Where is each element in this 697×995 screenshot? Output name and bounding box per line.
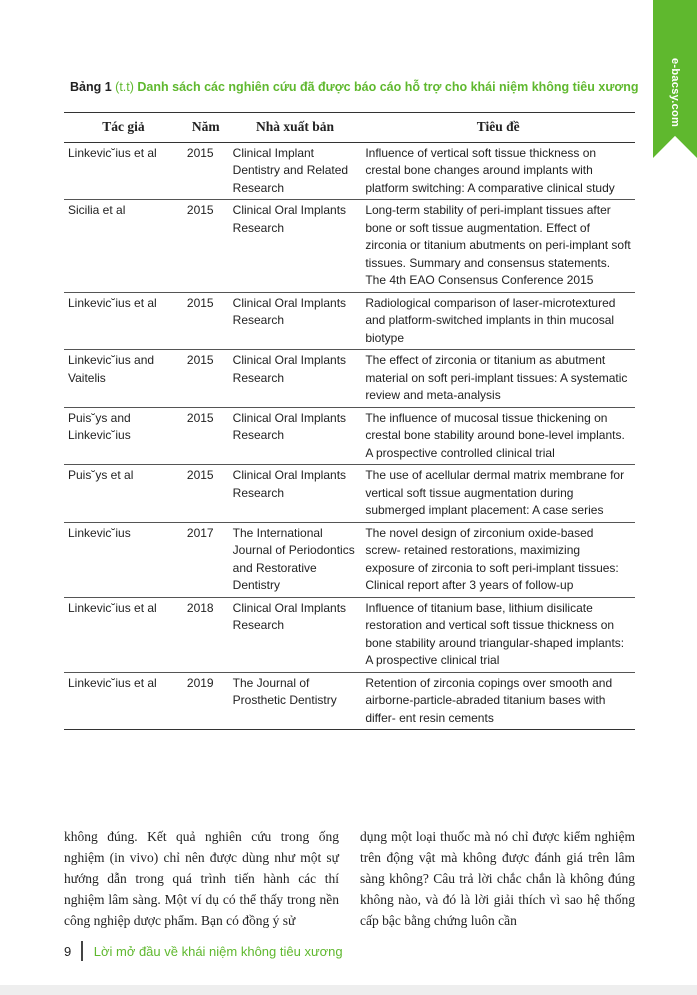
cell-title: The influence of mucosal tissue thickening on crestal bone stability around bone-level implants. A prospective controlled clinical trial	[361, 407, 635, 465]
cell-title: The use of acellular dermal matrix membrane for vertical soft tissue augmentation during submerged implant placement: A case series	[361, 465, 635, 523]
cell-publisher: Clinical Oral Implants Research	[229, 465, 362, 523]
header-author: Tác giả	[64, 113, 183, 143]
cell-title: Influence of vertical soft tissue thickness on crestal bone changes around implants with platform switching: A comparative clinical study	[361, 142, 635, 200]
table-row	[64, 407, 635, 465]
cell-author: Linkevic˘ius and Vaitelis	[64, 350, 183, 408]
header-title: Tiêu đề	[361, 113, 635, 143]
cell-author: Sicilia et al	[64, 200, 183, 293]
table-header-row	[64, 113, 635, 143]
cell-publisher: Clinical Oral Implants Research	[229, 407, 362, 465]
cell-publisher: Clinical Oral Implants Research	[229, 597, 362, 672]
table-row	[64, 465, 635, 523]
cell-title: Long-term stability of peri-implant tissues after bone or soft tissue augmentation. Effect of zirconia or titanium abutments on peri-implant soft tissues. Summary and consensus statements. The 4th EAO Consensus Conference 2015	[361, 200, 635, 293]
site-tab-label: e-bacsy.com	[669, 58, 681, 128]
table-row	[64, 522, 635, 597]
cell-title: Retention of zirconia copings over smooth and airborne-particle-abraded titanium bases with differ- ent resin cements	[361, 672, 635, 730]
cell-year: 2017	[183, 522, 229, 597]
cell-author: Linkevic˘ius et al	[64, 597, 183, 672]
caption-title: Danh sách các nghiên cứu đã được báo cáo hỗ trợ cho khái niệm không tiêu xương	[137, 80, 639, 94]
table-row	[64, 142, 635, 200]
caption-label: Bảng 1	[70, 80, 112, 94]
cell-year: 2015	[183, 200, 229, 293]
table-row	[64, 597, 635, 672]
cell-author: Linkevic˘ius et al	[64, 672, 183, 730]
cell-title: Radiological comparison of laser-microtextured and platform-switched implants in thin mucosal biotype	[361, 292, 635, 350]
cell-year: 2019	[183, 672, 229, 730]
body-column-left: không đúng. Kết quả nghiên cứu trong ống nghiệm (in vivo) chỉ nên được dùng như một sự hướng dẫn trong quá trình tiến hành các thí nghiệm lâm sàng. Một ví dụ có thể thấy trong nền công nghiệp dược phẩm. Bạn có đồng ý sử	[64, 829, 339, 928]
cell-year: 2018	[183, 597, 229, 672]
table-row	[64, 292, 635, 350]
cell-title: The effect of zirconia or titanium as abutment material on soft peri-implant tissues: A systematic review and meta-analysis	[361, 350, 635, 408]
header-year: Năm	[183, 113, 229, 143]
header-publisher: Nhà xuất bản	[229, 113, 362, 143]
page-footer	[64, 940, 343, 962]
cell-author: Linkevic˘ius	[64, 522, 183, 597]
cell-author: Puis˘ys et al	[64, 465, 183, 523]
studies-table	[64, 112, 635, 730]
table-row	[64, 350, 635, 408]
footer-divider	[81, 941, 83, 961]
cell-publisher: The International Journal of Periodontics and Restorative Dentistry	[229, 522, 362, 597]
cell-publisher: Clinical Oral Implants Research	[229, 292, 362, 350]
footer-title: Lời mở đầu về khái niệm không tiêu xương	[93, 943, 343, 959]
cell-publisher: The Journal of Prosthetic Dentistry	[229, 672, 362, 730]
body-text	[64, 826, 635, 931]
cell-year: 2015	[183, 465, 229, 523]
cell-year: 2015	[183, 292, 229, 350]
bottom-edge	[0, 985, 697, 995]
table-caption	[70, 80, 639, 94]
cell-author: Linkevic˘ius et al	[64, 292, 183, 350]
cell-author: Puis˘ys and Linkevic˘ius	[64, 407, 183, 465]
table-row	[64, 672, 635, 730]
cell-publisher: Clinical Implant Dentistry and Related Research	[229, 142, 362, 200]
cell-year: 2015	[183, 142, 229, 200]
cell-publisher: Clinical Oral Implants Research	[229, 200, 362, 293]
page-number: 9	[64, 943, 72, 959]
cell-author: Linkevic˘ius et al	[64, 142, 183, 200]
cell-year: 2015	[183, 407, 229, 465]
caption-note: (t.t)	[115, 80, 134, 94]
table-row	[64, 200, 635, 293]
cell-title: Influence of titanium base, lithium disilicate restoration and vertical soft tissue thickness on bone stability around triangular-shaped implants: A prospective clinical trial	[361, 597, 635, 672]
cell-title: The novel design of zirconium oxide-based screw- retained restorations, maximizing exposure of zirconia to soft peri-implant tissues: Clinical report after 3 years of follow-up	[361, 522, 635, 597]
cell-publisher: Clinical Oral Implants Research	[229, 350, 362, 408]
body-column-right: dụng một loại thuốc mà nó chỉ được kiểm nghiệm trên động vật mà không được đánh giá trên lâm sàng không? Câu trả lời chắc chắn là không đúng không nào, và đó là lời giải thích vì sao hệ thống cấp bậc bằng chứng luôn cần	[360, 829, 635, 928]
cell-year: 2015	[183, 350, 229, 408]
